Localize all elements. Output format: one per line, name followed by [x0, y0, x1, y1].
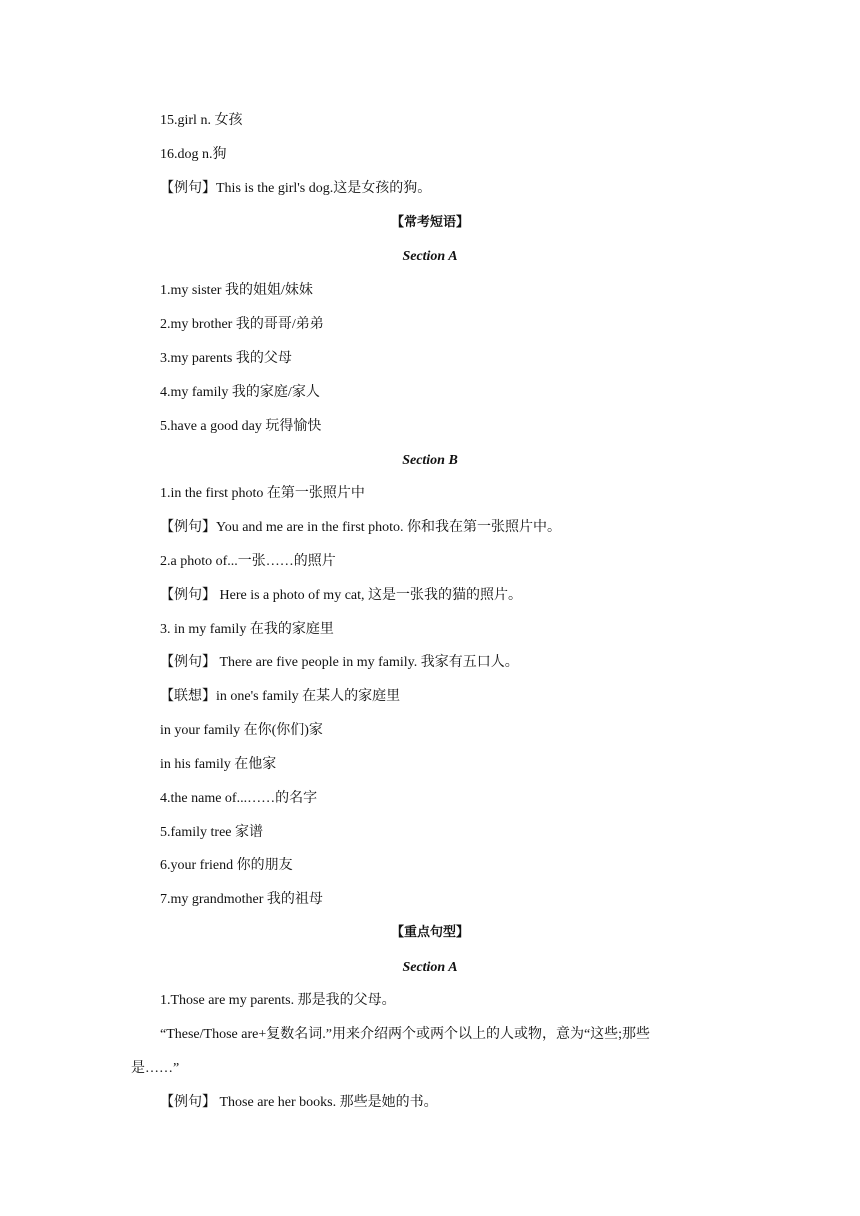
phrases-section-a-title: Section A [402, 249, 458, 264]
phrase-association: 【联想】in one's family 在某人的家庭里 [160, 689, 401, 704]
phrase-item: 2.my brother 我的哥哥/弟弟 [160, 317, 324, 332]
sentence-item: 1.Those are my parents. 那是我的父母。 [160, 993, 396, 1008]
phrase-line: 7.my grandmother 我的祖母 [160, 892, 323, 907]
vocab-item: 16.dog n.狗 [160, 147, 227, 162]
phrase-example: 【例句】 Here is a photo of my cat, 这是一张我的猫的照片。 [160, 588, 523, 603]
sentences-heading: 【重点句型】 [390, 925, 469, 940]
phrase-example: 【例句】 There are five people in my family. 我家有五口人。 [160, 655, 519, 670]
phrase-item: 1.my sister 我的姐姐/妹妹 [160, 283, 313, 298]
phrases-heading: 【常考短语】 [390, 215, 469, 230]
sentence-explanation: “These/Those are+复数名词.”用来介绍两个或两个以上的人或物，意为“这些;那些 [160, 1027, 651, 1042]
phrase-line: 5.family tree 家谱 [160, 825, 264, 840]
vocab-item: 15.girl n. 女孩 [160, 113, 243, 128]
phrases-section-b-title: Section B [402, 453, 458, 468]
phrase-line: 1.in the first photo 在第一张照片中 [160, 486, 365, 501]
sentences-section-a-title: Section A [402, 960, 458, 975]
phrase-item: 5.have a good day 玩得愉快 [160, 419, 322, 434]
vocab-example: 【例句】This is the girl's dog.这是女孩的狗。 [160, 181, 432, 196]
phrase-item: 3.my parents 我的父母 [160, 351, 292, 366]
phrase-line: in your family 在你(你们)家 [160, 723, 323, 738]
phrase-line: 2.a photo of...一张……的照片 [160, 554, 336, 569]
phrase-line: 3. in my family 在我的家庭里 [160, 622, 334, 637]
phrase-example: 【例句】You and me are in the first photo. 你和我在第一张照片中。 [160, 520, 562, 535]
sentence-explanation-cont: 是……” [131, 1061, 180, 1076]
phrase-line: 4.the name of...……的名字 [160, 791, 318, 806]
phrase-line: in his family 在他家 [160, 757, 277, 772]
phrase-item: 4.my family 我的家庭/家人 [160, 385, 320, 400]
phrase-line: 6.your friend 你的朋友 [160, 858, 293, 873]
sentence-example: 【例句】 Those are her books. 那些是她的书。 [160, 1095, 438, 1110]
